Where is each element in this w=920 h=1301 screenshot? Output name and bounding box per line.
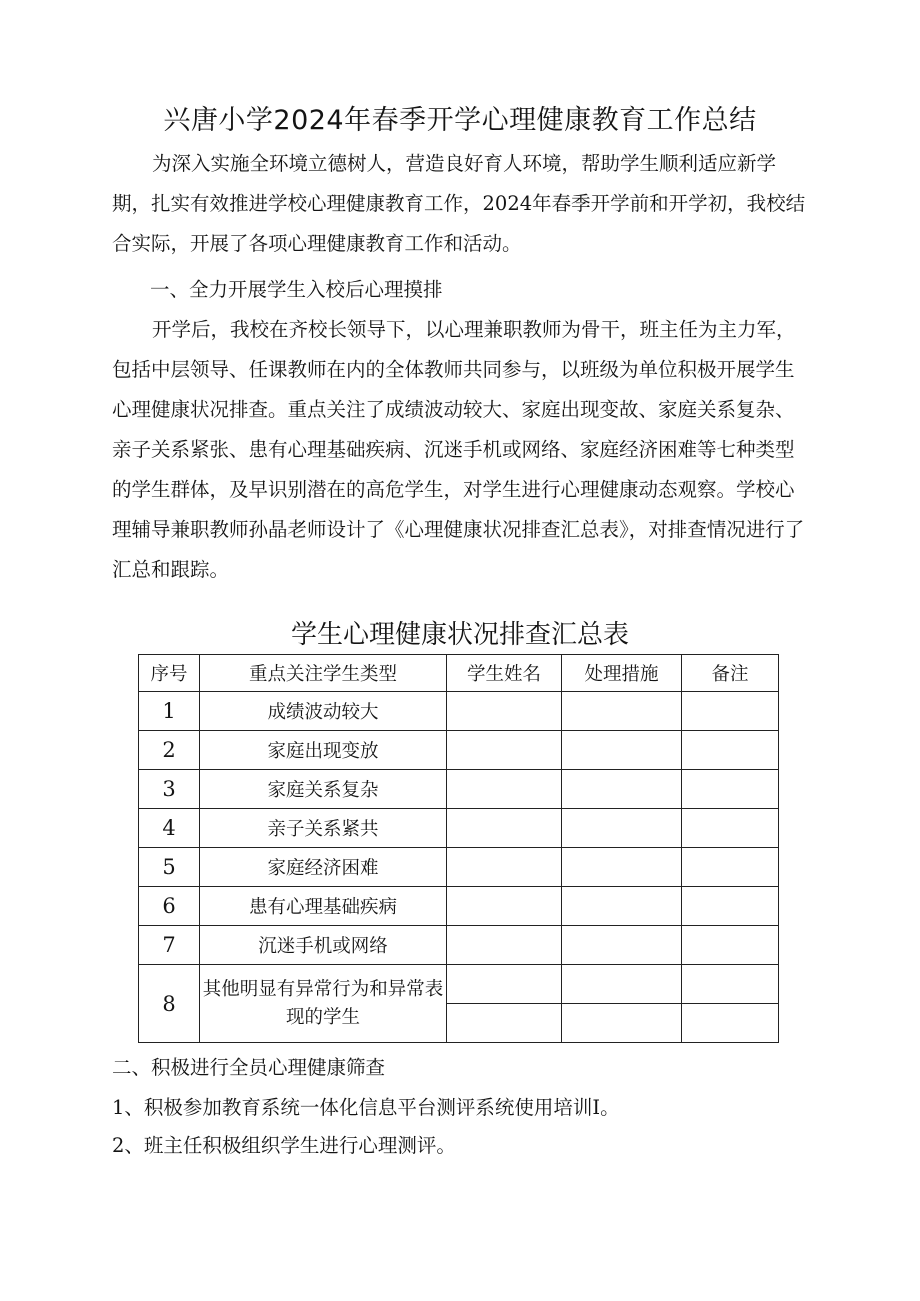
row-student-name — [447, 731, 562, 770]
row-student-name — [447, 1004, 562, 1043]
row-measures — [562, 809, 682, 848]
header-name: 学生姓名 — [447, 655, 562, 692]
row-measures — [562, 887, 682, 926]
table-header-row — [139, 655, 779, 692]
row-remarks — [682, 731, 779, 770]
row-type: 沉迷手机或网络 — [200, 926, 447, 965]
row-number: 6 — [139, 887, 200, 926]
row-student-name — [447, 926, 562, 965]
row-type: 患有心理基础疾病 — [200, 887, 447, 926]
row-number: 3 — [139, 770, 200, 809]
table-title: 学生心理健康状况排查汇总表 — [290, 620, 629, 650]
row-remarks — [682, 1004, 779, 1043]
row-type: 家庭出现变放 — [200, 731, 447, 770]
row-number: 5 — [139, 848, 200, 887]
row-remarks — [682, 692, 779, 731]
header-no: 序号 — [139, 655, 200, 692]
table-row — [139, 848, 779, 887]
row-type: 亲子关系紧共 — [200, 809, 447, 848]
row-student-name — [447, 887, 562, 926]
row-type: 成绩波动较大 — [200, 692, 447, 731]
section1-paragraph: 开学后，我校在齐校长领导下，以心理兼职教师为骨干，班主任为主力军，包括中层领导、任课教师在内的全体教师共同参与，以班级为单位积极开展学生心理健康状况排查。重点关注了成绩波动较大、家庭出现变故、家庭关系复杂、亲子关系紧张、患有心理基础疾病、沉迷手机或网络、家庭经济困难等七种类型的学生群体，及早识别潜在的高危学生，对学生进行心理健康动态观察。学校心理辅导兼职教师孙晶老师设计了《心理健康状况排查汇总表》，对排查情况进行了汇总和跟踪。 — [112, 318, 805, 581]
row-measures — [562, 770, 682, 809]
row-type: 家庭经济困难 — [200, 848, 447, 887]
section2-heading: 二、积极进行全员心理健康筛查 — [112, 1056, 386, 1079]
row-measures — [562, 1004, 682, 1043]
table-row — [139, 770, 779, 809]
header-type: 重点关注学生类型 — [200, 655, 447, 692]
intro-paragraph: 为深入实施全环境立德树人，营造良好育人环境，帮助学生顺利适应新学期，扎实有效推进学校心理健康教育工作，2024年春季开学前和开学初，我校结合实际，开展了各项心理健康教育工作和活动。 — [112, 152, 806, 255]
survey-summary-table — [138, 654, 779, 1043]
section1-heading: 一、全力开展学生入校后心理摸排 — [150, 278, 443, 301]
row-student-name — [447, 965, 562, 1004]
row-number: 1 — [139, 692, 200, 731]
header-remarks: 备注 — [682, 655, 779, 692]
row-student-name — [447, 848, 562, 887]
row-student-name — [447, 692, 562, 731]
table-row — [139, 731, 779, 770]
row-remarks — [682, 770, 779, 809]
row-remarks — [682, 965, 779, 1004]
row-number: 8 — [139, 965, 200, 1043]
table-row — [139, 809, 779, 848]
row-student-name — [447, 809, 562, 848]
row-student-name — [447, 770, 562, 809]
row-type: 其他明显有异常行为和异常表现的学生 — [200, 965, 447, 1043]
row-number: 4 — [139, 809, 200, 848]
table-row — [139, 965, 779, 1004]
row-measures — [562, 731, 682, 770]
list-item: 1、积极参加教育系统一体化信息平台测评系统使用培训I。 — [112, 1096, 620, 1119]
row-measures — [562, 926, 682, 965]
row-remarks — [682, 887, 779, 926]
table-row — [139, 887, 779, 926]
row-measures — [562, 965, 682, 1004]
list-item: 2、班主任积极组织学生进行心理测评。 — [112, 1134, 456, 1157]
header-measures: 处理措施 — [562, 655, 682, 692]
row-measures — [562, 692, 682, 731]
row-measures — [562, 848, 682, 887]
row-remarks — [682, 848, 779, 887]
table-row — [139, 692, 779, 731]
row-type: 家庭关系复杂 — [200, 770, 447, 809]
document-title: 兴唐小学2024年春季开学心理健康教育工作总结 — [163, 105, 757, 136]
row-number: 2 — [139, 731, 200, 770]
row-remarks — [682, 926, 779, 965]
row-number: 7 — [139, 926, 200, 965]
row-remarks — [682, 809, 779, 848]
table-row — [139, 926, 779, 965]
